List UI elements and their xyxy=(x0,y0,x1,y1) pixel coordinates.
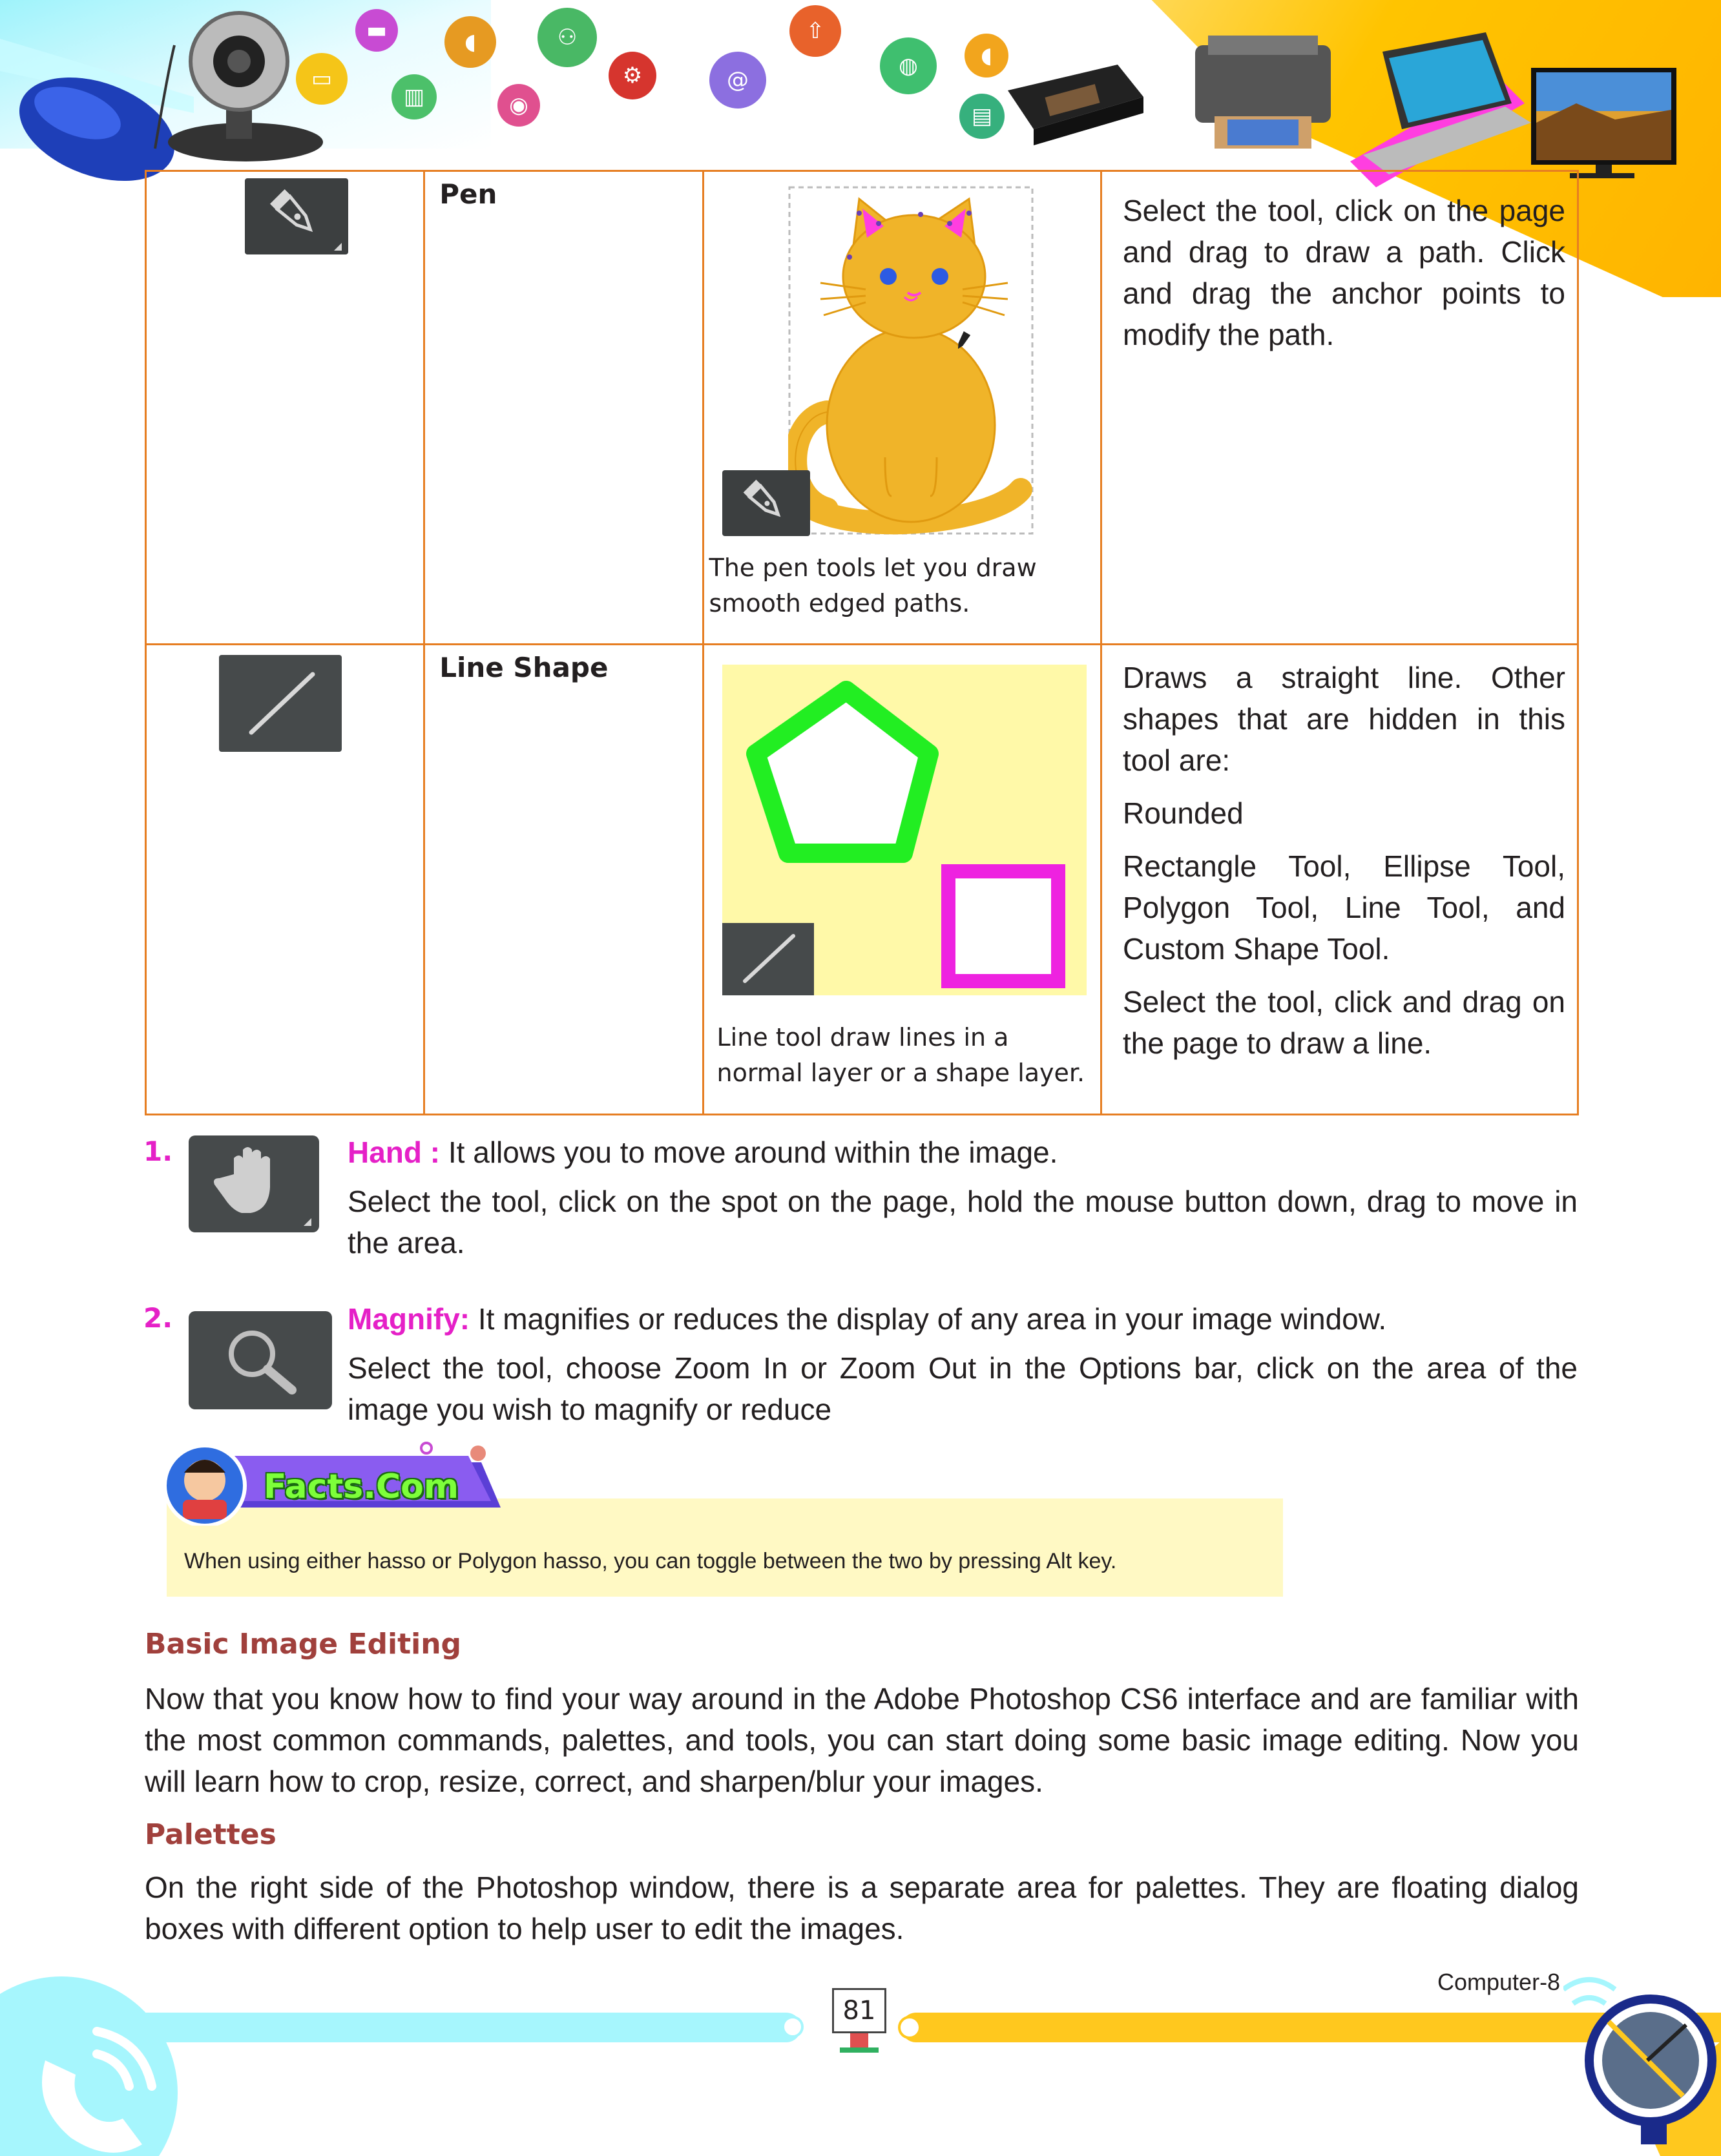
item-title: Magnify: xyxy=(348,1302,470,1336)
image-caption: The pen tools let you draw smooth edged paths. xyxy=(709,554,1037,617)
page-number: 81 xyxy=(832,1988,886,2033)
section-paragraph: Now that you know how to find your way around in the Adobe Photoshop CS6 interface and are familiar with the most common commands, palettes, and tools, you can start doing some basic image editing. Now you will learn how to crop, resize, correct, and sharpen/blur your images. xyxy=(145,1682,1579,1798)
magnify-tool-icon xyxy=(189,1311,332,1409)
upload-icon: ⇧ xyxy=(789,5,841,57)
mouse-small-icon: ◖ xyxy=(965,34,1008,78)
facts-title: Facts.Com xyxy=(264,1467,459,1506)
cat-illustration xyxy=(788,186,1034,535)
header-illustration xyxy=(0,0,1721,194)
hand-item xyxy=(348,1132,1578,1263)
printer-icon xyxy=(1195,36,1331,149)
laptop-icon xyxy=(1350,32,1531,187)
network-icon: ⚇ xyxy=(537,8,597,67)
tool-description: Draws a straight line. Other shapes that are hidden in this tool are: Rounded Rectangle Tool, Ellipse Tool, Polygon Tool, Line Tool, and Custom Shape Tool. Select the tool, click and drag on the page to draw a line. xyxy=(1122,661,1565,1060)
item-detail: Select the tool, choose Zoom In or Zoom Out in the Options bar, click on the area of the image you wish to magnify or reduce xyxy=(348,1351,1578,1426)
section-heading: Basic Image Editing xyxy=(145,1628,462,1661)
table-row xyxy=(146,645,1578,1115)
pen-tool-icon xyxy=(722,470,810,536)
chart-down-icon: ▤ xyxy=(959,94,1005,139)
book-title: Computer-8 xyxy=(1437,1969,1561,1995)
section-paragraph: On the right side of the Photoshop window, there is a separate area for palettes. They are floating dialog boxes with different option to help user to edit the images. xyxy=(145,1871,1579,1945)
hand-tool-icon xyxy=(189,1135,319,1232)
image-caption: Line tool draw lines in a normal layer or a shape layer. xyxy=(716,1023,1085,1087)
line-tool-icon xyxy=(219,655,342,752)
at-icon: @ xyxy=(709,52,766,109)
chart-icon: ▥ xyxy=(391,74,437,119)
item-title: Hand : xyxy=(348,1135,441,1169)
monitor-icon: ▭ xyxy=(296,53,348,105)
item-lead: It magnifies or reduces the display of any area in your image window. xyxy=(470,1302,1387,1336)
scanner-icon xyxy=(1008,65,1143,145)
tool-name: Line Shape xyxy=(439,652,609,683)
shapes-illustration xyxy=(722,665,1087,995)
gear-icon: ⚙ xyxy=(609,52,656,99)
item-number: 1. xyxy=(143,1135,173,1167)
tool-description: Select the tool, click on the page and drag to draw a path. Click and drag the anchor points to modify the path. xyxy=(1122,194,1565,351)
facts-text: When using either hasso or Polygon hasso, you can toggle between the two by pressing Alt key. xyxy=(184,1549,1117,1573)
monitor-landscape-icon xyxy=(1531,68,1676,178)
section-heading: Palettes xyxy=(145,1818,276,1851)
item-number: 2. xyxy=(143,1302,173,1334)
item-detail: Select the tool, click on the spot on the page, hold the mouse button down, drag to move in the area. xyxy=(348,1185,1578,1259)
satellite-dish-icon xyxy=(1563,1964,1721,2156)
magnify-item xyxy=(348,1298,1578,1430)
table-row xyxy=(146,171,1578,645)
mouse-small-icon: ◖ xyxy=(444,16,496,68)
gamepad-icon: ◉ xyxy=(497,84,540,127)
phone-icon xyxy=(0,1964,194,2156)
folder-icon: ▬ xyxy=(355,9,398,52)
tool-name: Pen xyxy=(439,178,497,210)
item-lead: It allows you to move around within the image. xyxy=(440,1135,1058,1169)
pen-tool-icon xyxy=(245,178,348,254)
tools-table xyxy=(145,170,1579,1115)
globe-icon: ◍ xyxy=(880,37,937,94)
